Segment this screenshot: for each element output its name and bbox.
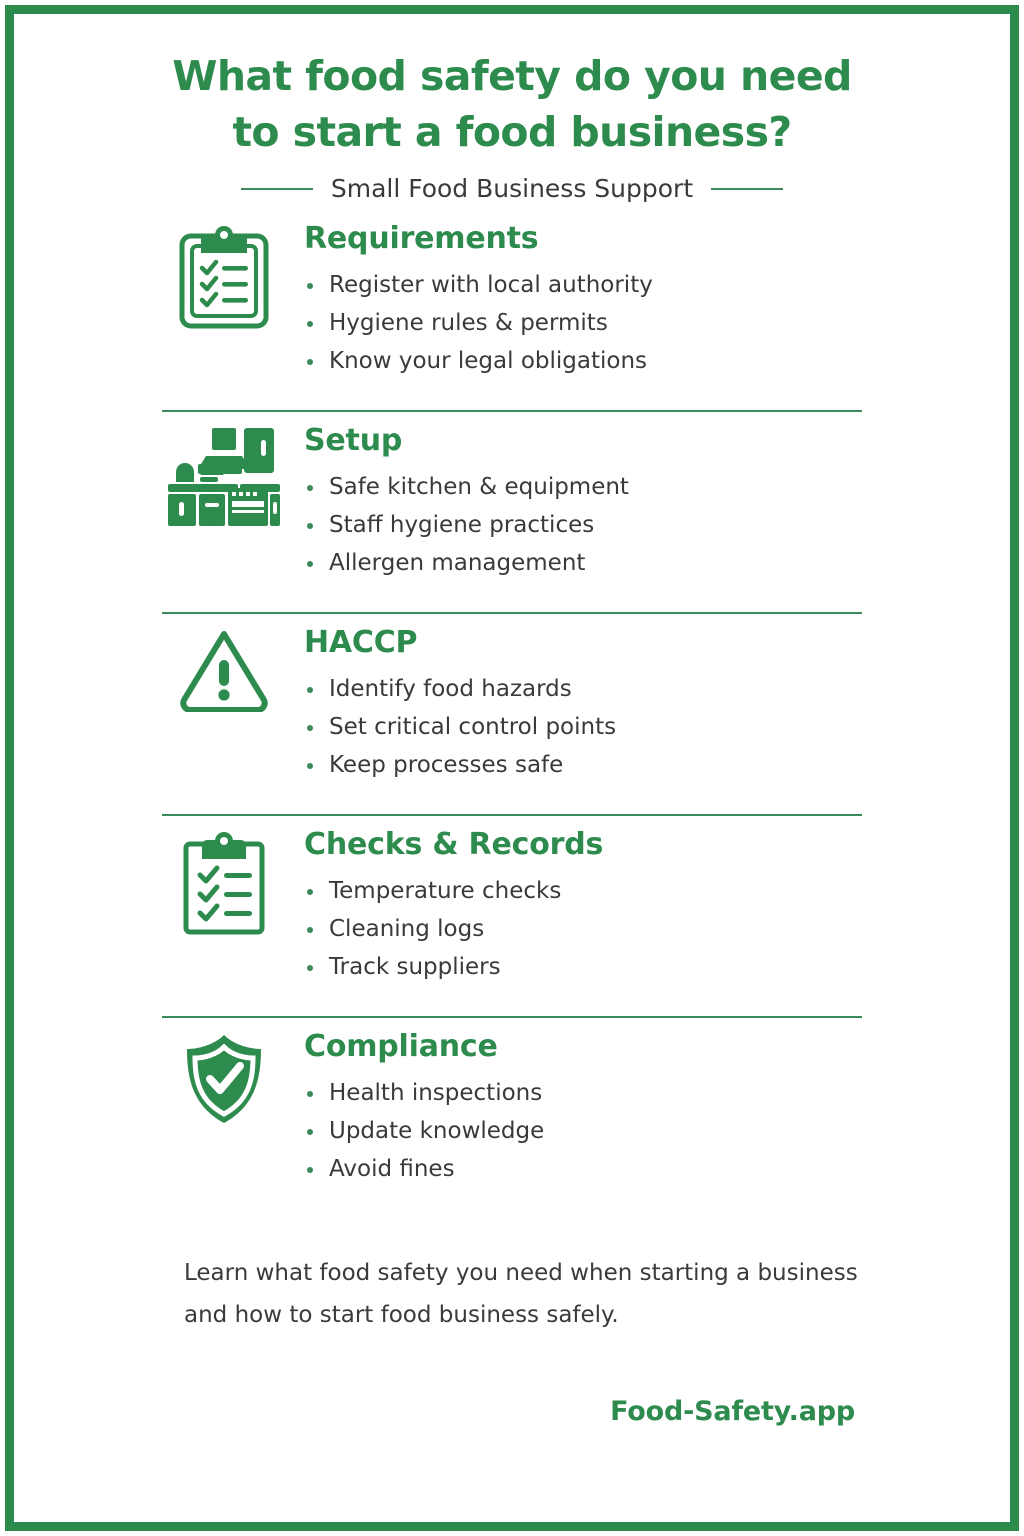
footer-note-line-1: Learn what food safety you need when starting a business — [184, 1260, 858, 1286]
section-haccp — [14, 624, 1010, 804]
clipboard-checklist-icon — [164, 220, 284, 332]
section-title: Setup — [304, 423, 403, 458]
brand-name: Food-Safety.app — [610, 1396, 855, 1427]
footer-note — [184, 1252, 864, 1336]
section-title: Compliance — [304, 1029, 498, 1064]
list-item: Safe kitchen & equipment — [304, 468, 950, 506]
section-setup — [14, 422, 1010, 602]
section-bullets — [304, 1074, 950, 1188]
section-text — [284, 422, 950, 582]
clipboard-records-icon — [164, 826, 284, 936]
section-bullets — [304, 872, 950, 986]
list-item: Allergen management — [304, 544, 950, 582]
subtitle-rule-left — [241, 188, 313, 190]
list-item: Temperature checks — [304, 872, 950, 910]
page-title-line-1: What food safety do you need — [172, 52, 852, 100]
list-item: Identify food hazards — [304, 670, 950, 708]
section-divider — [162, 1016, 862, 1018]
warning-triangle-icon — [164, 624, 284, 712]
list-item: Track suppliers — [304, 948, 950, 986]
list-item: Update knowledge — [304, 1112, 950, 1150]
section-title: Checks & Records — [304, 827, 604, 862]
section-checks-records — [14, 826, 1010, 1006]
section-divider — [162, 612, 862, 614]
section-title: HACCP — [304, 625, 418, 660]
section-compliance — [14, 1028, 1010, 1208]
poster-frame — [5, 5, 1019, 1531]
list-item: Keep processes safe — [304, 746, 950, 784]
list-item: Cleaning logs — [304, 910, 950, 948]
section-text — [284, 1028, 950, 1188]
brand-row — [14, 1396, 1010, 1427]
section-divider — [162, 814, 862, 816]
sections-list — [14, 220, 1010, 1208]
section-text — [284, 220, 950, 380]
list-item: Set critical control points — [304, 708, 950, 746]
list-item: Health inspections — [304, 1074, 950, 1112]
section-bullets — [304, 266, 950, 380]
section-bullets — [304, 468, 950, 582]
footer-note-block — [14, 1252, 1010, 1336]
section-divider — [162, 410, 862, 412]
kitchen-appliances-icon — [164, 422, 284, 528]
page-subtitle: Small Food Business Support — [330, 174, 694, 203]
page-title-line-2: to start a food business? — [232, 108, 792, 156]
section-title: Requirements — [304, 221, 539, 256]
list-item: Hygiene rules & permits — [304, 304, 950, 342]
list-item: Know your legal obligations — [304, 342, 950, 380]
subtitle-rule-right — [711, 188, 783, 190]
footer-note-line-2: and how to start food business safely. — [184, 1302, 619, 1328]
list-item: Register with local authority — [304, 266, 950, 304]
section-text — [284, 624, 950, 784]
section-bullets — [304, 670, 950, 784]
list-item: Avoid fines — [304, 1150, 950, 1188]
shield-check-icon — [164, 1028, 284, 1126]
poster-header — [14, 14, 1010, 204]
section-requirements — [14, 220, 1010, 400]
list-item: Staff hygiene practices — [304, 506, 950, 544]
subtitle-row — [14, 174, 1010, 204]
page-title — [132, 48, 892, 160]
section-text — [284, 826, 950, 986]
